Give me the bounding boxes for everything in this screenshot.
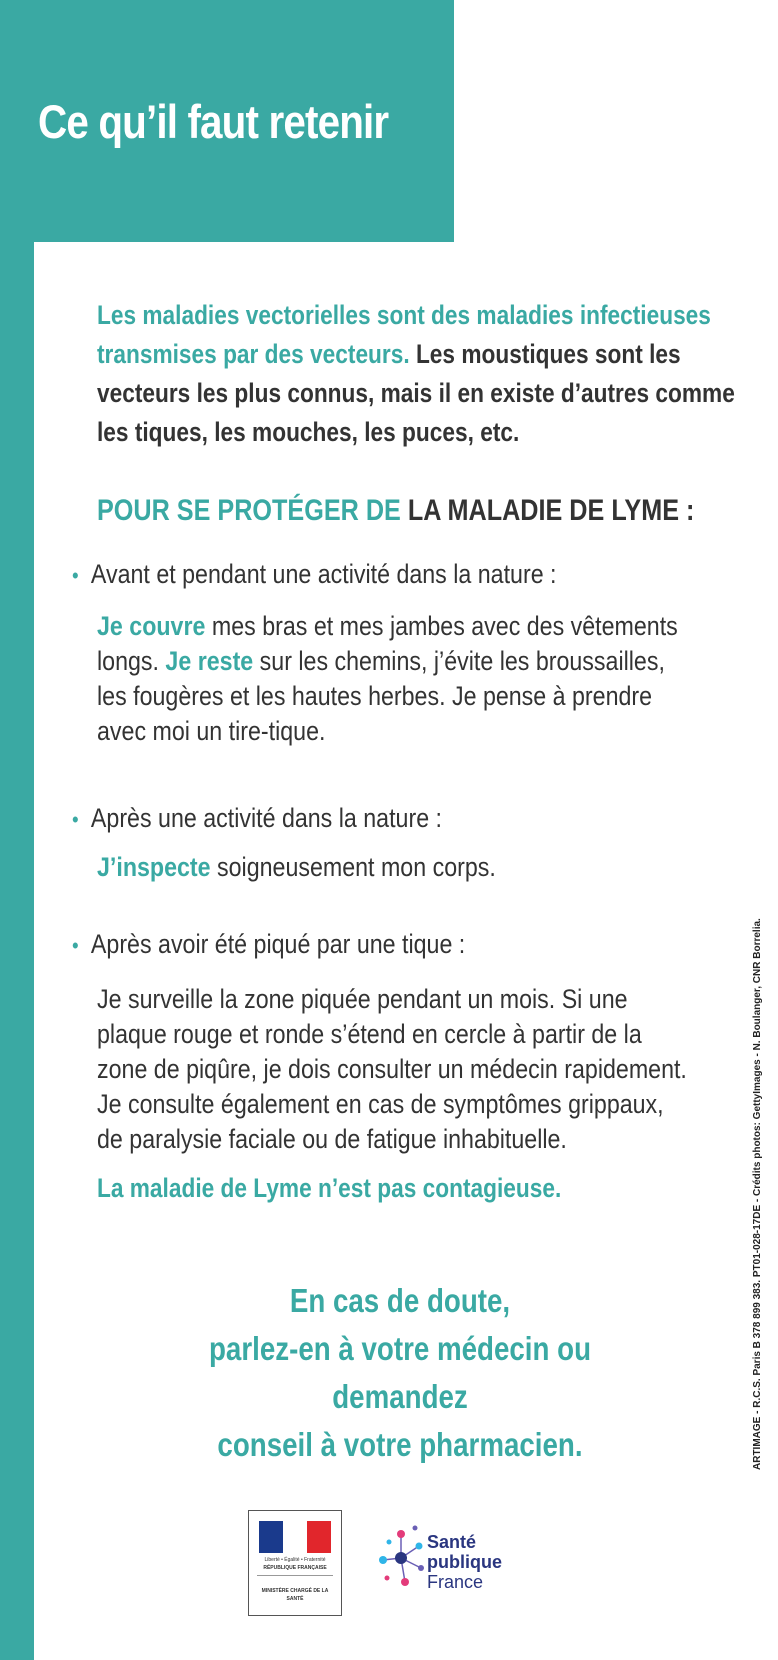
bullet-label: Avant et pendant une activité dans la nature : xyxy=(90,559,557,589)
ministry-name: MINISTÈRE CHARGÉ DE LA SANTÉ xyxy=(261,1588,329,1602)
page-title: Ce qu’il faut retenir xyxy=(38,95,389,148)
sp-line-3: France xyxy=(427,1572,484,1592)
bullet-dot-icon: • xyxy=(72,563,79,588)
intro-highlight: Les maladies vectorielles sont des maladies infectieuses transmises par des vecteurs. xyxy=(97,300,711,369)
section-title-rest: LA MALADIE DE LYME : xyxy=(400,494,695,527)
bullet-after-bite xyxy=(72,927,465,963)
left-accent-bar xyxy=(0,0,34,1660)
sante-publique-text xyxy=(427,1532,502,1592)
text-segment: mes bras et mes jambes avec des vêtements longs. xyxy=(97,611,678,676)
photo-credits: ARTIMAGE - R.C.S. Paris B 378 899 383. PT01-028-17DE - Crédits photos: GettyImages - N. Boulanger, CNR Borrelia. xyxy=(752,918,763,1470)
bullet-label: Après avoir été piqué par une tique : xyxy=(90,929,466,959)
paragraph-after-bite: Je surveille la zone piquée pendant un mois. Si une plaque rouge et ronde s’étend en cercle à partir de la zone de piqûre, je dois consulter un médecin rapidement. Je consulte également en cas de symptômes grippaux, de paralysie faciale ou de fatigue inhabituelle. xyxy=(97,984,687,1154)
ministry-republic: RÉPUBLIQUE FRANÇAISE xyxy=(257,1565,333,1576)
conclusion xyxy=(100,1277,700,1469)
ministry-motto: Liberté • Égalité • Fraternité xyxy=(264,1557,326,1563)
header-banner xyxy=(0,0,454,242)
lyme-note: La maladie de Lyme n’est pas contagieuse. xyxy=(97,1173,562,1203)
section-title-highlight: POUR SE PROTÉGER DE xyxy=(97,494,401,527)
conclusion-line-3: conseil à votre pharmacien. xyxy=(217,1426,583,1463)
highlight-je-reste: Je reste xyxy=(165,646,254,676)
section-title xyxy=(97,494,694,528)
highlight-j-inspecte: J’inspecte xyxy=(97,852,211,882)
conclusion-line-2: parlez-en à votre médecin ou demandez xyxy=(208,1330,592,1415)
text-segment: sur les chemins, j’évite les broussailles, les fougères et les hautes herbes. Je pense à prendre avec moi un tire-tique. xyxy=(97,646,665,746)
highlight-je-couvre: Je couvre xyxy=(97,611,206,641)
sp-line-2: publique xyxy=(427,1552,502,1572)
intro-rest: Les moustiques sont les vecteurs les plus connus, mais il en existe d’autres comme les tiques, les mouches, les puces, etc. xyxy=(97,339,735,447)
molecule-icon xyxy=(375,1520,427,1600)
paragraph-after-activity xyxy=(97,850,695,885)
sante-publique-logo xyxy=(375,1520,525,1600)
ministry-logo xyxy=(248,1510,342,1616)
sp-line-1: Santé xyxy=(427,1532,477,1552)
intro-block xyxy=(97,296,737,452)
bullet-dot-icon: • xyxy=(72,807,79,832)
bullet-before-activity xyxy=(72,557,557,593)
conclusion-line-1: En cas de doute, xyxy=(289,1282,511,1319)
paragraph-before-activity xyxy=(97,609,695,749)
marianne-flag-icon xyxy=(259,1521,331,1553)
bullet-label: Après une activité dans la nature : xyxy=(90,803,443,833)
intro-paragraph xyxy=(97,296,737,452)
text-segment: soigneusement mon corps. xyxy=(210,852,496,882)
bullet-dot-icon: • xyxy=(72,933,79,958)
bullet-after-activity xyxy=(72,801,442,837)
